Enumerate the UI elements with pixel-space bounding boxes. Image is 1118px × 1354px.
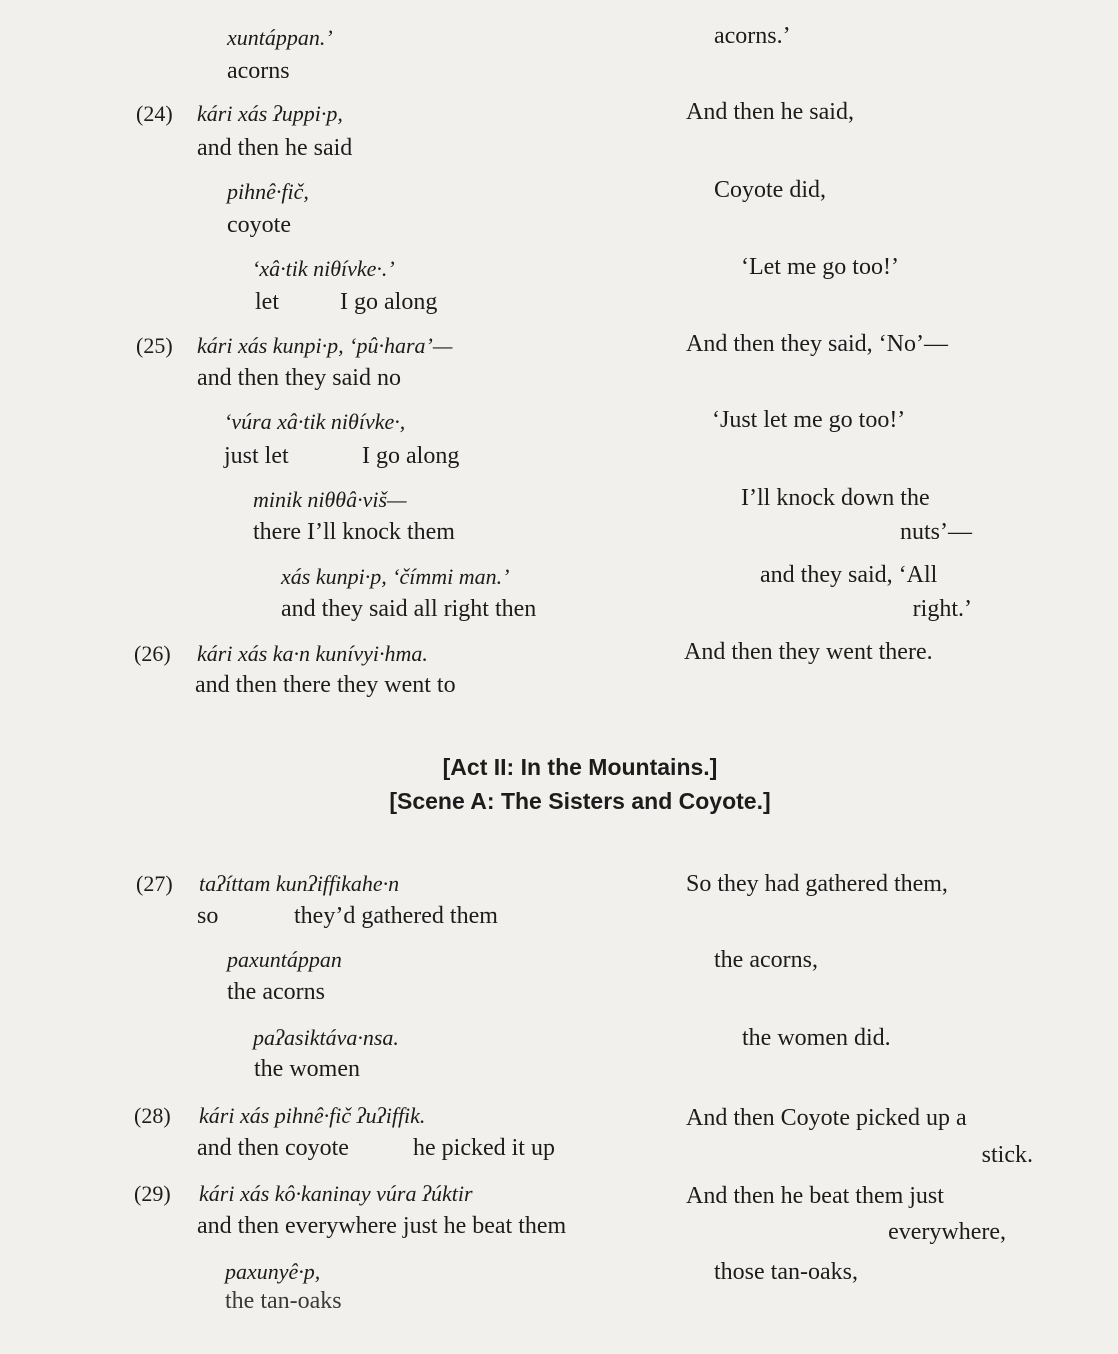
line-number: (24) <box>136 101 173 126</box>
english-line: ‘Let me go too!’ <box>741 254 899 280</box>
gloss-line: they’d gathered them <box>294 903 498 929</box>
scene-heading: [Scene A: The Sisters and Coyote.] <box>389 788 771 814</box>
gloss-line: and then everywhere just he beat them <box>197 1213 567 1239</box>
native-line: pihnê·fič, <box>227 179 309 204</box>
gloss-line: just let <box>224 443 289 469</box>
english-line: ‘Just let me go too!’ <box>712 407 906 433</box>
english-line: And then they said, ‘No’— <box>686 331 948 357</box>
native-line: kári xás ʔuppi·p, <box>197 101 343 126</box>
english-line: those tan-oaks, <box>714 1259 858 1285</box>
native-line: xás kunpi·p, ‘čímmi man.’ <box>281 564 510 589</box>
english-line: right.’ <box>912 596 972 622</box>
gloss-line: the tan-oaks <box>225 1288 342 1314</box>
gloss-line: he picked it up <box>413 1135 555 1161</box>
act-heading: [Act II: In the Mountains.] <box>442 754 718 780</box>
gloss-line: and then coyote <box>197 1135 349 1161</box>
native-line: minik niθθâ·viš— <box>253 487 407 512</box>
gloss-line: there I’ll knock them <box>253 519 455 545</box>
english-line: the women did. <box>742 1025 891 1051</box>
native-line: paxuntáppan <box>227 947 342 972</box>
english-line: And then they went there. <box>684 639 933 665</box>
gloss-line: I go along <box>340 289 438 315</box>
gloss-line: and then there they went to <box>195 672 456 698</box>
english-line: nuts’— <box>900 519 972 545</box>
line-number: (29) <box>134 1181 171 1206</box>
english-line: And then he said, <box>686 99 854 125</box>
native-line: paxunyê·p, <box>225 1259 321 1284</box>
gloss-line: and then they said no <box>197 365 401 391</box>
native-line: ‘vúra xâ·tik niθívke·, <box>224 409 406 434</box>
gloss-line: and they said all right then <box>281 596 537 622</box>
english-line: acorns.’ <box>714 23 791 49</box>
english-line: So they had gathered them, <box>686 871 948 897</box>
english-line: and they said, ‘All <box>760 562 938 588</box>
line-number: (27) <box>136 871 173 896</box>
english-line: the acorns, <box>714 947 818 973</box>
english-line: And then Coyote picked up a <box>686 1105 967 1131</box>
native-line: ‘xâ·tik niθívke·.’ <box>252 256 395 281</box>
english-line: Coyote did, <box>714 177 826 203</box>
native-line: kári xás pihnê·fič ʔuʔiffik. <box>199 1103 426 1128</box>
gloss-line: and then he said <box>197 135 353 161</box>
line-number: (28) <box>134 1103 171 1128</box>
english-line: I’ll knock down the <box>741 485 930 511</box>
gloss-line: the acorns <box>227 979 325 1005</box>
native-line: paʔasiktáva·nsa. <box>253 1025 399 1050</box>
native-line: kári xás ka·n kunívyi·hma. <box>197 641 428 666</box>
english-line: stick. <box>981 1142 1033 1168</box>
line-number: (25) <box>136 333 173 358</box>
gloss-line: the women <box>254 1056 360 1082</box>
native-line: xuntáppan.’ <box>227 25 333 50</box>
gloss-line: acorns <box>227 58 290 84</box>
english-line: everywhere, <box>888 1219 1006 1245</box>
gloss-line: I go along <box>362 443 460 469</box>
gloss-line: so <box>197 903 219 929</box>
line-number: (26) <box>134 641 171 666</box>
native-line: taʔíttam kunʔiffikahe·n <box>199 871 400 896</box>
english-line: And then he beat them just <box>686 1183 944 1209</box>
native-line: kári xás kô·kaninay vúra ʔúktir <box>199 1181 473 1206</box>
gloss-line: coyote <box>227 212 291 238</box>
gloss-line: let <box>255 289 279 315</box>
native-line: kári xás kunpi·p, ‘pû·hara’— <box>197 333 453 358</box>
